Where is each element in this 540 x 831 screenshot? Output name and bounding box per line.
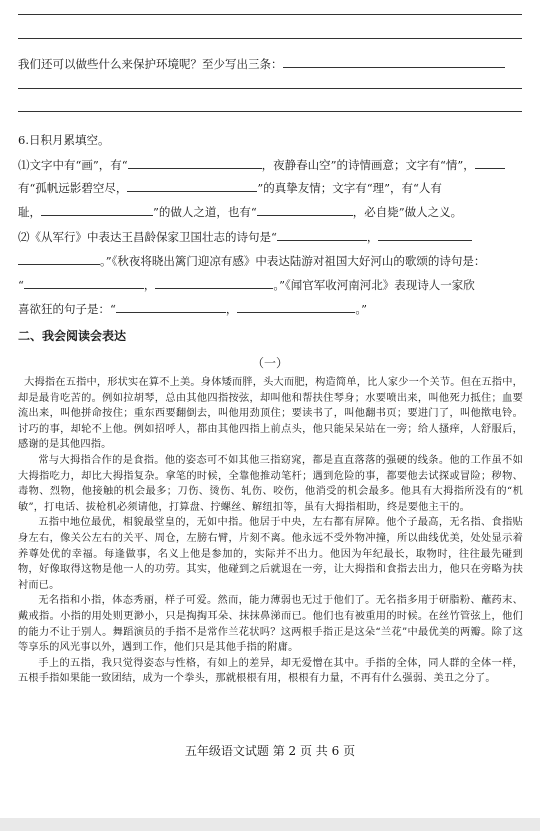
paragraph: 手上的五指，我只觉得姿态与性格，有如上的差异，却无爱憎在其中。手指的全体，同人群的全体一样，五根手指如果能一致团结，成为一个拳头，那就根根有用，根根有力量，不再有什么强弱、美丑之分了。 <box>18 657 523 685</box>
env-question-text: 我们还可以做些什么来保护环境呢？至少写出三条： <box>18 57 283 71</box>
q6-line-4: ⑵《从军行》中表达王昌龄保家卫国壮志的诗句是“ ， <box>18 229 472 245</box>
paragraph: 常与大拇指合作的是食指。他的姿态可不如其他三指窈窕，都是直直落落的强硬的线条。他的工作虽不如大拇指吃力，却比大拇指复杂。拿笔的时候，全靠他推动笔杆；遇到危险的事，都要他去试探或冒险；秽物、毒物、烈物，他接触的机会最多；刀伤、烫伤、轧伤、咬伤，他消受的机会最多。他具有大拇指所没有的“机敏”，打电话、拔枪机必须请他，打算盘、拧螺丝、解纽扣等，虽有大拇指相助，终是要他主干的。 <box>18 454 523 513</box>
answer-line <box>18 88 522 89</box>
q6-line-5: 。”《秋夜将晓出篱门迎凉有感》中表达陆游对祖国大好河山的歌颂的诗句是： <box>18 253 485 269</box>
answer-blank[interactable] <box>155 277 273 289</box>
q6-line-7: 喜欲狂的句子是：“ ， 。” <box>18 302 368 316</box>
answer-line <box>18 111 522 112</box>
answer-blank[interactable] <box>116 301 226 313</box>
answer-blank[interactable] <box>237 301 355 313</box>
answer-blank[interactable] <box>127 180 257 192</box>
answer-blank[interactable] <box>283 56 505 68</box>
section-heading: 二、我会阅读会表达 <box>18 329 127 343</box>
answer-blank[interactable] <box>257 204 353 216</box>
answer-blank[interactable] <box>24 277 144 289</box>
answer-blank[interactable] <box>128 157 262 169</box>
q6-title: 6.日积月累填空。 <box>18 133 110 147</box>
paragraph: 大拇指在五指中，形状实在算不上美。身体矮而胖，头大而肥，构造简单，比人家少一个关节。但在五指中，却是最肯吃苦的。例如拉胡琴，总由其他四指按弦，却叫他和帮扶住琴身；水要喷出来，叫他死力抵住；血要流出来，叫他拼命按住；重东西要翻倒去，叫他用劲顶住；要读书了，叫他翻书页；要进门了，叫他揿电铃。讨巧的事，却轮不上他。例如招呼人，都由其他四指上前点头，他只能呆呆站在一旁；给人搔痒，人舒服后，感谢的是其他四指。 <box>18 377 523 451</box>
env-question <box>18 56 505 72</box>
q6-line-1: ⑴文字中有“画”，有“ ，夜静春山空”的诗情画意；文字有“情”， <box>18 157 505 173</box>
paragraph: 五指中地位最优，相貌最堂皇的，无如中指。他居于中央，左右都有屏障。他个子最高，无名指、食指贴身左右，像关公左右的关平、周仓，左膀右臂，片刻不离。他永远不受外物冲撞，所以曲线优美，处处显示着养尊处优的幸福。每逢做事，名义上他是参加的，实际并不出力。他因为年纪最长，取物时，往往最先碰到物，好像取得这物是他一人的功劳。其实，他碰到之后就退在一旁，让大拇指和食指去出力，他只在旁略为扶衬而已。 <box>18 517 523 591</box>
page-footer: 五年级语文试题 第 2 页 共 6 页 <box>184 744 356 758</box>
passage-number: （一） <box>251 356 288 370</box>
answer-blank[interactable] <box>18 253 100 265</box>
answer-blank[interactable] <box>378 229 472 241</box>
answer-line <box>18 38 522 39</box>
reading-passage <box>18 375 523 687</box>
scan-edge <box>0 818 540 831</box>
answer-line <box>18 14 522 15</box>
answer-blank[interactable] <box>475 157 505 169</box>
answer-blank[interactable] <box>277 229 367 241</box>
q6-line-6: “ ， 。”《闻官军收河南河北》表现诗人一家欣 <box>18 278 475 292</box>
answer-blank[interactable] <box>41 204 153 216</box>
paragraph: 无名指和小指，体态秀丽，样子可爱。然而，能力薄弱也无过于他们了。无名指多用于研脂粉、蘸药末、戴戒指。小指的用处则更渺小，只是掏掏耳朵、抹抹鼻涕而已。他们也有被重用的时候。在丝竹管弦上，他们的能力不让于别人。舞蹈演员的手指不是常作兰花状吗？这两根手指正是这朵“兰花”中最优美的两瓣。除了这等享乐的风光事以外，遇到工作，他们只是其他手指的附庸。 <box>18 595 523 654</box>
q6-line-3: 耻， ”的做人之道，也有“ ，必自毙”做人之义。 <box>18 205 463 219</box>
q6-line-2: 有“孤帆远影碧空尽， ”的真挚友情；文字有“理”，有“人有 <box>18 181 442 195</box>
